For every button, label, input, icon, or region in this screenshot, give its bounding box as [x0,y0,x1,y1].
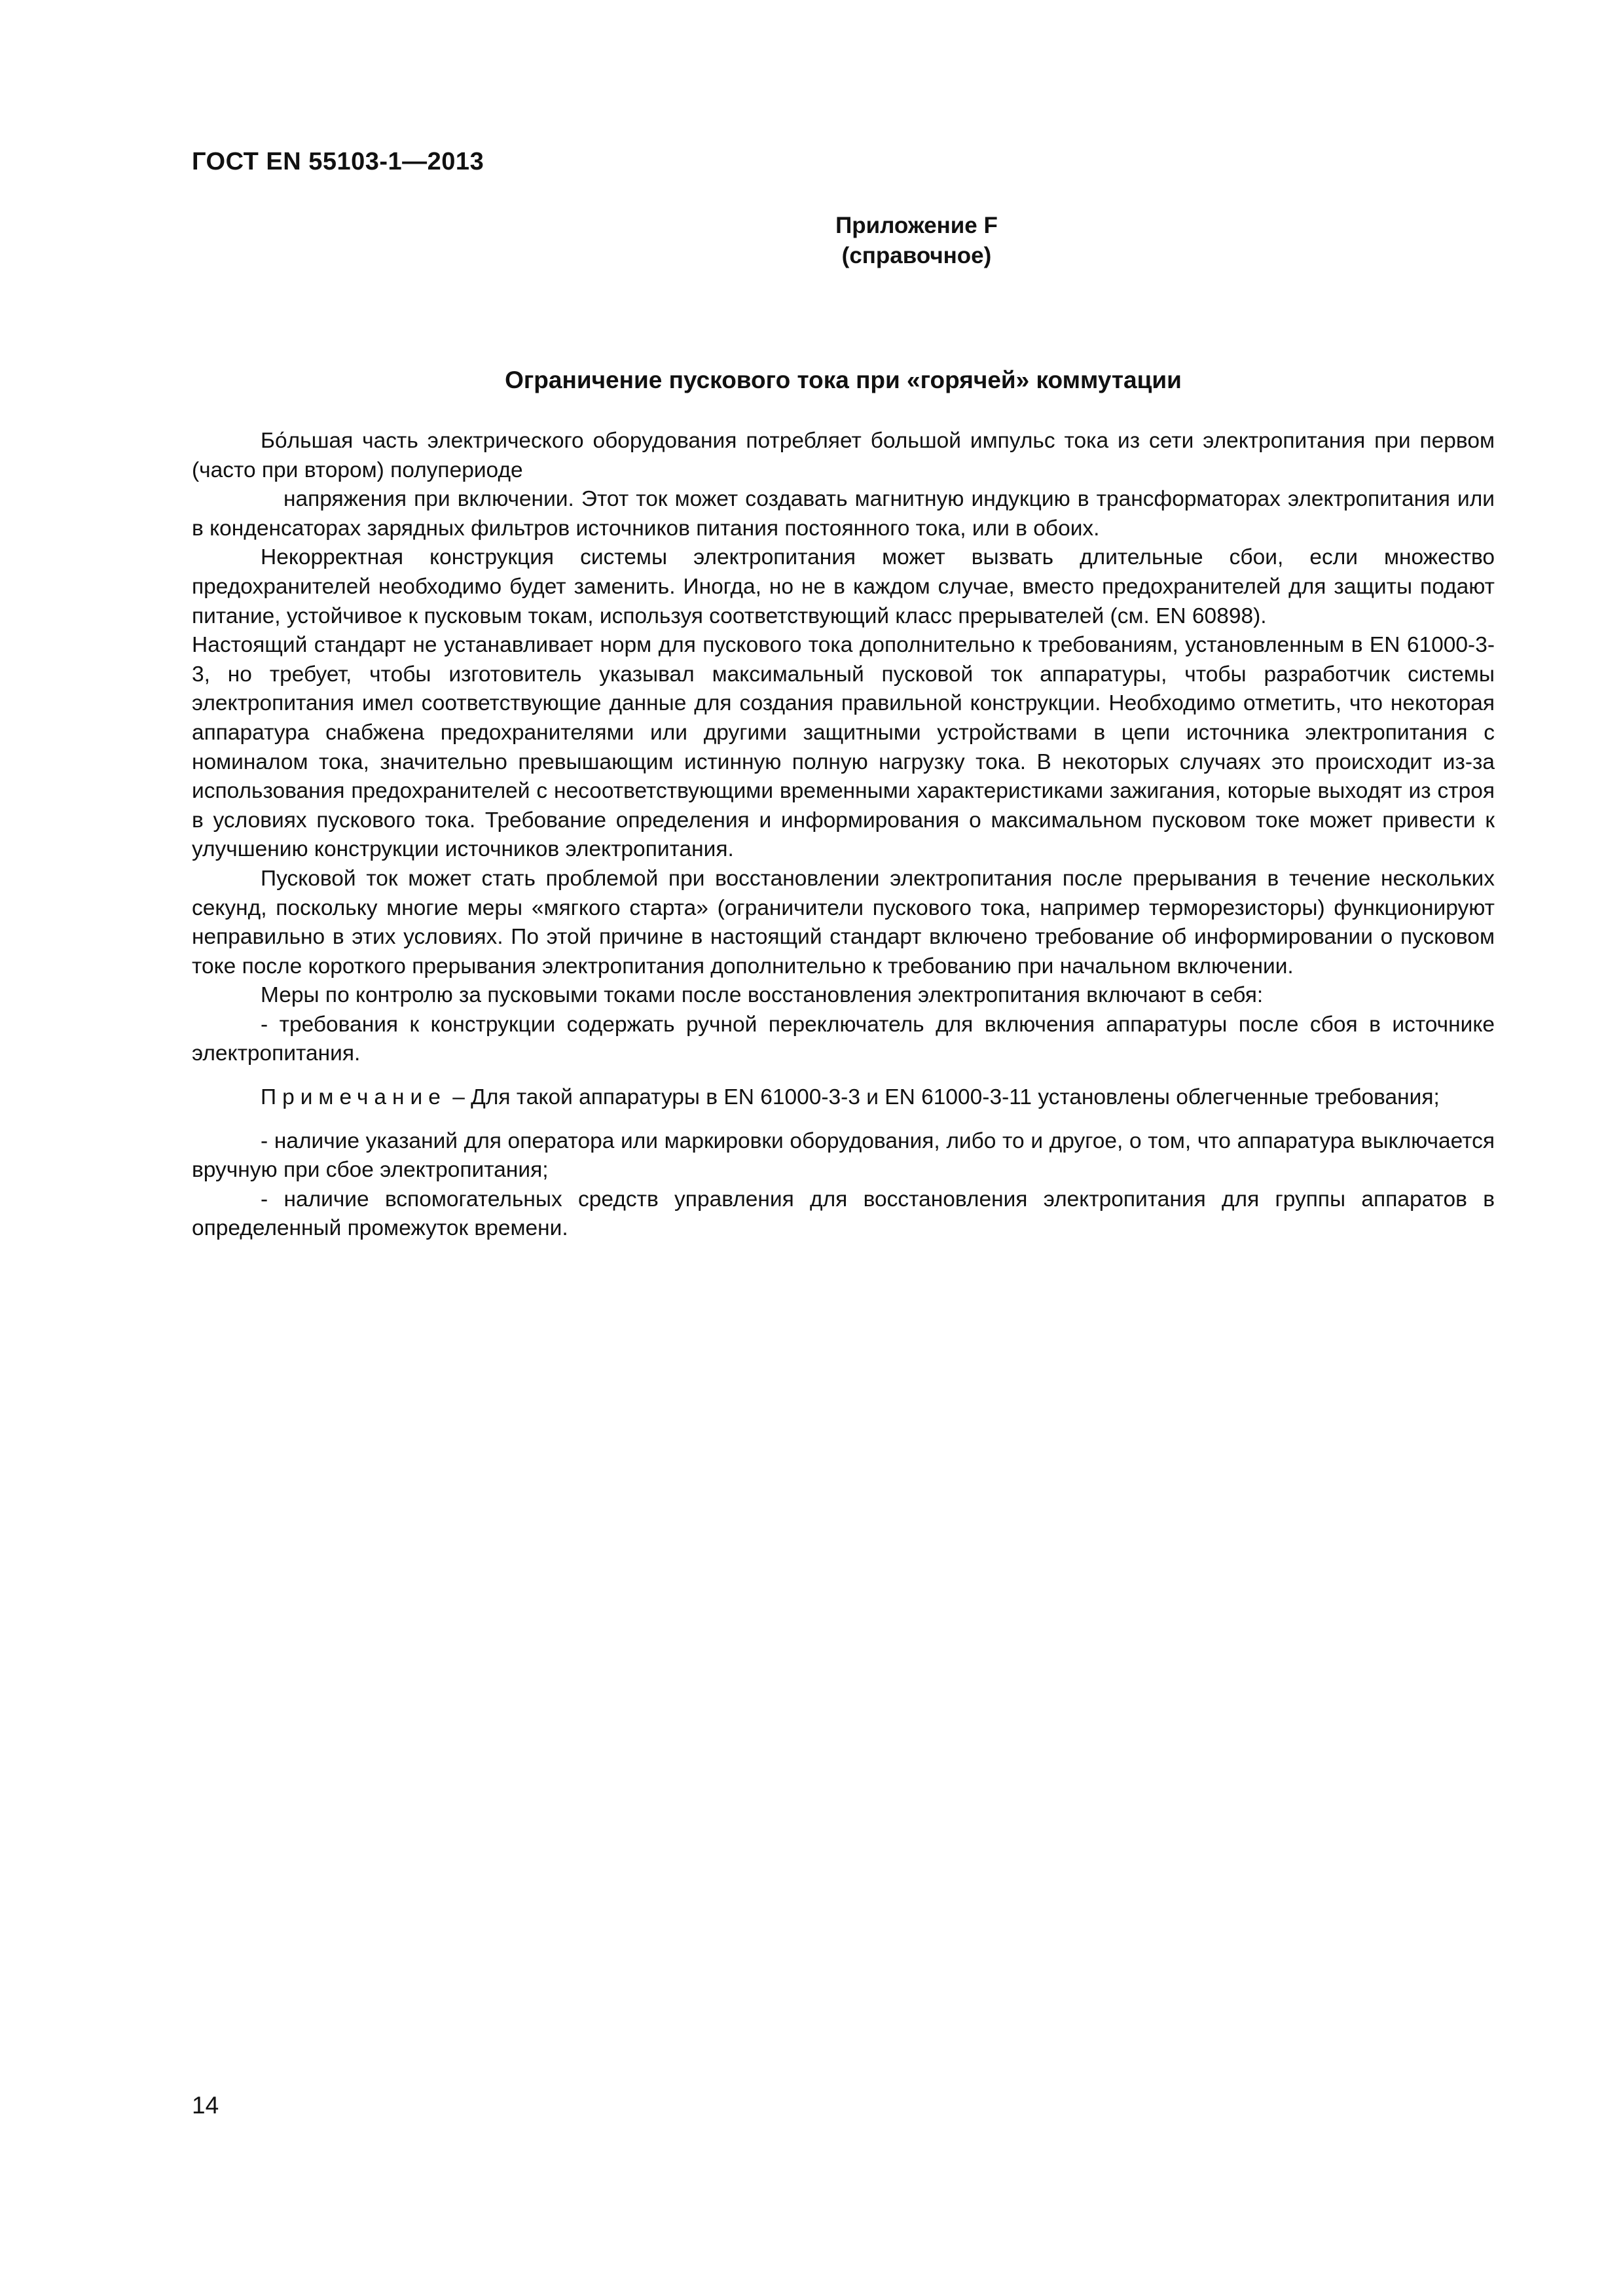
paragraph-5: Пусковой ток может стать проблемой при восстановлении электропитания после прерывания в течение нескольких секунд, поскольку многие меры «мягкого старта» (ограничители пускового тока, например терморезисторы) функционируют неправильно в этих условиях. По этой причине в настоящий стандарт включено требование об информировании о пусковом токе после короткого прерывания электропитания дополнительно к требованию при начальном включении. [192,866,1495,978]
paragraph-1: Бо́льшая часть электрического оборудования потребляет большой импульс тока из сети электропитания при первом (часто при втором) полупериоде [192,429,1495,482]
paragraph-3: Некорректная конструкция системы электропитания может вызвать длительные сбои, если множество предохранителей необходимо будет заменить. Иногда, но не в каждом случае, вместо предохранителей для защиты подают питание, устойчивое к пусковым токам, используя соответствующий класс прерывателей (см. EN 60898). [192,545,1495,628]
section-title: Ограничение пускового тока при «горячей» коммутации [505,367,1182,393]
note-label: Примечание [261,1085,447,1110]
note [192,1083,1495,1113]
paragraph-2: напряжения при включении. Этот ток может создавать магнитную индукцию в трансформаторах электропитания или в конденсаторах зарядных фильтров источников питания постоянного тока, или в обоих. [192,487,1495,541]
list-item-3: - наличие вспомогательных средств управления для восстановления электропитания для группы аппаратов в определенный промежуток времени. [192,1187,1495,1241]
list-item-1: - требования к конструкции содержать ручной переключатель для включения аппаратуры после сбоя в источнике электропитания. [192,1012,1495,1066]
body-text [192,427,1495,1244]
annex-heading [687,211,1146,271]
standard-code: ГОСТ EN 55103-1—2013 [192,148,484,175]
annex-type: (справочное) [841,243,992,268]
paragraph-6: Меры по контролю за пусковыми токами после восстановления электропитания включают в себя: [261,983,1264,1008]
note-text: – Для такой аппаратуры в EN 61000-3-3 и EN 61000-3-11 установлены облегченные требования; [446,1085,1440,1110]
paragraph-4: Настоящий стандарт не устанавливает норм для пускового тока дополнительно к требованиям, установленным в EN 61000-3-3, но требует, чтобы изготовитель указывал максимальный пусковой ток аппаратуры, чтобы разработчик системы электропитания имел соответствующие данные для создания правильной конструкции. Необходимо отметить, что некоторая аппаратура снабжена предохранителями или другими защитными устройствами в цепи источника электропитания с номиналом тока, значительно превышающим истинную полную нагрузку тока. В некоторых случаях это происходит из-за использования предохранителей с несоответствующими временными характеристиками зажигания, которые выходят из строя в условиях пускового тока. Требование определения и информирования о максимальном пусковом токе может привести к улучшению конструкции источников электропитания. [192,633,1495,862]
list-item-2: - наличие указаний для оператора или маркировки оборудования, либо то и другое, о том, что аппаратура выключается вручную при сбое электропитания; [192,1128,1495,1183]
page-number: 14 [192,2092,219,2119]
annex-title: Приложение F [835,213,998,238]
